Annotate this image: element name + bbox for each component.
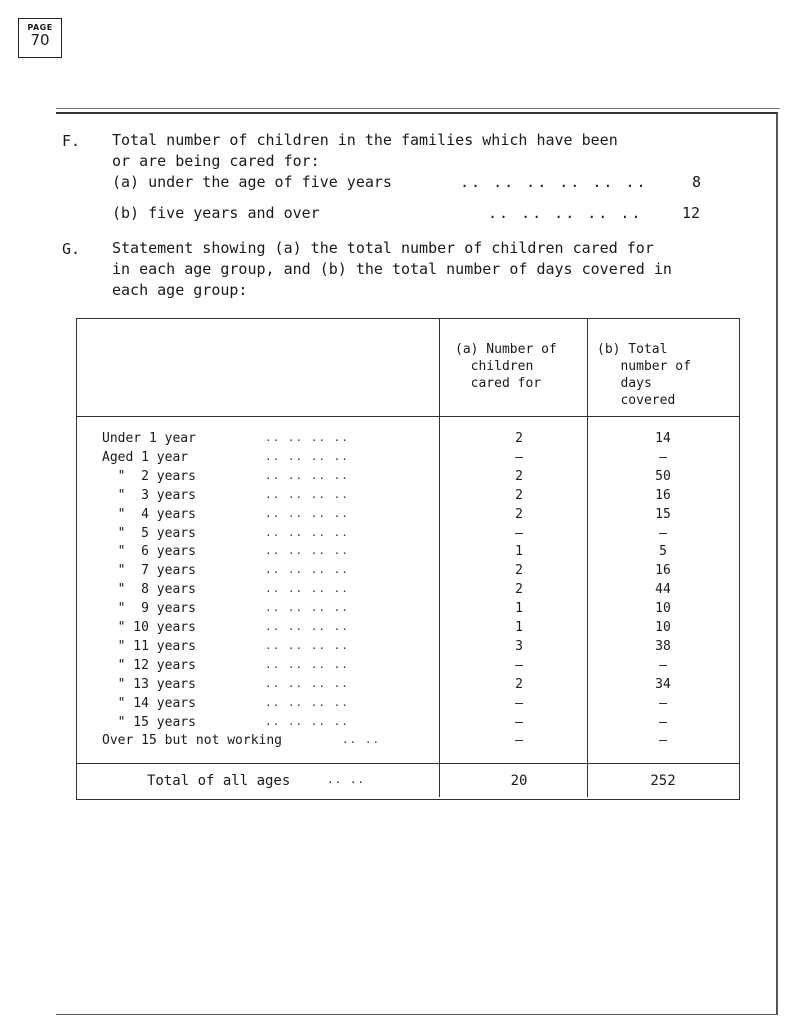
row-label: " 14 years <box>102 695 196 711</box>
row-children-count: 2 <box>515 563 523 579</box>
table-row <box>77 563 739 580</box>
row-days-count: – <box>659 695 667 711</box>
row-dots: .. .. .. .. <box>265 676 349 690</box>
row-children-count: 1 <box>515 601 523 617</box>
row-label: " 5 years <box>102 525 196 541</box>
table-row <box>77 507 739 524</box>
section-f-item-b-dots: .. .. .. .. .. <box>488 204 643 222</box>
table-row <box>77 469 739 486</box>
table-row <box>77 601 739 618</box>
row-label: " 2 years <box>102 468 196 484</box>
row-dots: .. .. .. .. <box>265 638 349 652</box>
table-row <box>77 658 739 675</box>
row-days-count: – <box>659 733 667 749</box>
section-f-item-a-dots: .. .. .. .. .. .. <box>460 173 648 191</box>
row-dots: .. .. .. .. <box>265 695 349 709</box>
row-days-count: 16 <box>655 487 671 503</box>
table-header-rule <box>77 416 739 417</box>
table-row <box>77 431 739 448</box>
row-dots: .. .. .. .. <box>265 601 349 615</box>
row-children-count: 2 <box>515 468 523 484</box>
row-dots: .. .. .. .. <box>265 506 349 520</box>
table-row <box>77 526 739 543</box>
table-row <box>77 639 739 656</box>
row-children-count: 2 <box>515 487 523 503</box>
total-b: 252 <box>650 773 676 789</box>
row-dots: .. .. .. .. <box>265 487 349 501</box>
table-total-row <box>77 767 739 797</box>
row-dots: .. .. .. .. <box>265 657 349 671</box>
total-a: 20 <box>510 773 528 789</box>
age-group-table <box>76 318 740 800</box>
row-label: " 9 years <box>102 601 196 617</box>
row-children-count: – <box>515 695 523 711</box>
row-children-count: 2 <box>515 582 523 598</box>
col-b-header: (b) Total number of days covered <box>597 342 691 408</box>
page-number-box <box>18 18 62 58</box>
row-days-count: 50 <box>655 468 671 484</box>
row-children-count: 3 <box>515 638 523 654</box>
total-dots: .. .. <box>327 773 366 786</box>
section-f-letter: F. <box>62 132 81 150</box>
section-f-item-b: (b) five years and over <box>112 204 320 222</box>
row-children-count: 1 <box>515 620 523 635</box>
row-days-count: 10 <box>655 620 671 635</box>
top-rule <box>56 108 780 110</box>
row-dots: .. .. .. .. <box>265 468 349 482</box>
row-days-count: – <box>659 657 667 673</box>
row-label: Over 15 but not working <box>102 733 283 749</box>
total-label: Total of all ages <box>147 773 291 789</box>
table-row <box>77 733 739 750</box>
row-days-count: 15 <box>655 506 671 522</box>
section-g-line3: each age group: <box>112 281 248 299</box>
row-children-count: 1 <box>515 544 523 560</box>
row-dots: .. .. .. .. <box>265 431 349 444</box>
section-f-item-a-value: 8 <box>692 173 702 191</box>
row-label: Under 1 year <box>102 431 196 446</box>
row-label: " 7 years <box>102 563 196 579</box>
col-a-header: (a) Number of children cared for <box>455 342 557 391</box>
row-days-count: – <box>659 525 667 541</box>
table-total-rule <box>77 763 739 764</box>
row-label: " 11 years <box>102 638 196 654</box>
row-days-count: 5 <box>659 544 667 560</box>
row-label: " 6 years <box>102 544 196 560</box>
table-row <box>77 450 739 467</box>
page-number: 70 <box>30 31 50 49</box>
row-children-count: – <box>515 449 523 465</box>
table-row <box>77 488 739 505</box>
row-days-count: 16 <box>655 563 671 579</box>
page-label: PAGE <box>27 23 53 32</box>
section-f-item-b-value: 12 <box>682 204 701 222</box>
row-children-count: – <box>515 733 523 749</box>
row-days-count: – <box>659 714 667 730</box>
row-label: " 10 years <box>102 620 196 635</box>
section-g-line2: in each age group, and (b) the total number of days covered in <box>112 260 672 278</box>
row-days-count: – <box>659 449 667 465</box>
row-dots: .. .. .. .. <box>265 449 349 463</box>
section-g-letter: G. <box>62 240 81 258</box>
row-label: " 4 years <box>102 506 196 522</box>
row-days-count: 10 <box>655 601 671 617</box>
row-label: " 13 years <box>102 676 196 692</box>
row-days-count: 38 <box>655 638 671 654</box>
table-row <box>77 677 739 694</box>
row-label: " 3 years <box>102 487 196 503</box>
row-label: " 8 years <box>102 582 196 598</box>
row-days-count: 34 <box>655 676 671 692</box>
table-row <box>77 696 739 713</box>
section-f-line2: or are being cared for: <box>112 152 320 170</box>
row-label: " 12 years <box>102 657 196 673</box>
table-row <box>77 582 739 599</box>
row-children-count: – <box>515 657 523 673</box>
row-dots: .. .. .. .. <box>265 582 349 596</box>
row-children-count: 2 <box>515 431 523 446</box>
row-days-count: 44 <box>655 582 671 598</box>
row-dots: .. .. .. .. <box>265 714 349 728</box>
table-row <box>77 544 739 561</box>
section-f-item-a: (a) under the age of five years <box>112 173 392 191</box>
row-label: Aged 1 year <box>102 449 189 465</box>
row-dots: .. .. .. .. <box>265 525 349 539</box>
section-g-line1: Statement showing (a) the total number of children cared for <box>112 239 654 257</box>
row-children-count: – <box>515 525 523 541</box>
table-row <box>77 620 739 637</box>
row-label: " 15 years <box>102 714 196 730</box>
row-children-count: – <box>515 714 523 730</box>
row-dots: .. .. .. .. <box>265 544 349 558</box>
row-dots: .. .. .. .. <box>265 620 349 633</box>
section-f-line1: Total number of children in the families which have been <box>112 131 618 149</box>
row-dots: .. .. .. .. <box>265 563 349 577</box>
row-children-count: 2 <box>515 676 523 692</box>
row-days-count: 14 <box>655 431 671 446</box>
table-row <box>77 715 739 732</box>
row-dots: .. .. <box>342 733 381 747</box>
row-children-count: 2 <box>515 506 523 522</box>
